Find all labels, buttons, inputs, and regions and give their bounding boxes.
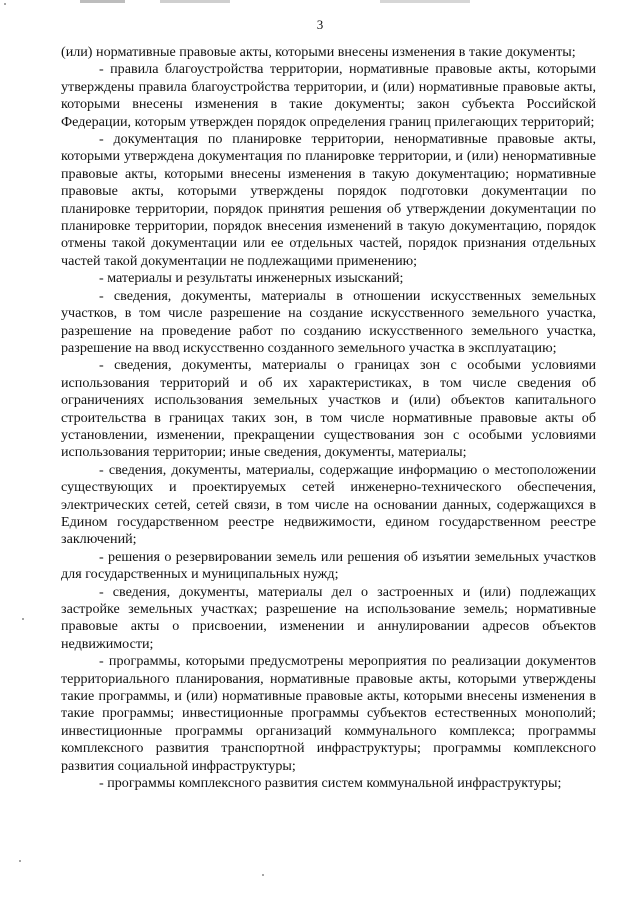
paragraph: - материалы и результаты инженерных изысканий; bbox=[99, 270, 404, 287]
paragraph: - сведения, документы, материалы дел о застроенных и (или) подлежащих застройке земельных участках; разрешение на использование земель; нормативные правовые акты о присвоении, изменении и аннулировании адресов объектов недвижимости; bbox=[61, 583, 596, 652]
scan-speck bbox=[262, 874, 264, 876]
paragraph: - сведения, документы, материалы о границах зон с особыми условиями использования территорий и об их характеристиках, в том числе сведения об ограничениях использования земельных участков и (или) объектов капитального строительства в границах таких зон, в том числе нормативные правовые акты об установлении, изменении, прекращении существования зон с особыми условиями использования территории; иные сведения, документы, материалы; bbox=[61, 357, 596, 461]
scan-speck bbox=[19, 860, 21, 862]
paragraph: - программы комплексного развития систем коммунальной инфраструктуры; bbox=[99, 775, 562, 792]
paragraph: - правила благоустройства территории, нормативные правовые акты, которыми утверждены правила благоустройства территории, и (или) нормативные правовые акты, которыми внесены изменения в такие документы; закон субъекта Российской Федерации, которым утвержден порядок определения границ прилегающих территорий; bbox=[61, 61, 596, 130]
paragraph: - сведения, документы, материалы, содержащие информацию о местоположении существующих и проектируемых сетей инженерно-технического обеспечения, электрических сетей, сетей связи, в том числе на основании данных, содержащихся в Едином государственном реестре недвижимости, едином государственном реестре заключений; bbox=[61, 461, 596, 548]
page-number: 3 bbox=[316, 17, 324, 32]
paragraph: (или) нормативные правовые акты, которыми внесены изменения в такие документы; bbox=[61, 44, 576, 60]
document-body bbox=[61, 44, 596, 792]
scan-speck bbox=[22, 618, 24, 620]
paragraph: - сведения, документы, материалы в отношении искусственных земельных участков, в том числе разрешение на создание искусственного земельного участка, разрешение на проведение работ по созданию искусственного земельного участка, разрешение на ввод искусственно созданного земельного участка в эксплуатацию; bbox=[61, 287, 596, 356]
scan-edge-artifact bbox=[0, 0, 640, 3]
paragraph: - решения о резервировании земель или решения об изъятии земельных участков для государственных и муниципальных нужд; bbox=[61, 548, 596, 583]
scan-speck bbox=[4, 3, 6, 5]
paragraph: - программы, которыми предусмотрены мероприятия по реализации документов территориального планирования, нормативные правовые акты, которыми утверждены такие программы, и (или) нормативные правовые акты, которыми внесены изменения в такие программы; инвестиционные программы субъектов естественных монополий; инвестиционные программы организаций коммунального комплекса; программы комплексного развития транспортной инфраструктуры; программы комплексного развития социальной инфраструктуры; bbox=[61, 653, 596, 774]
paragraph: - документация по планировке территории, ненормативные правовые акты, которыми утверждена документация по планировке территории, и (или) ненормативные правовые акты, которыми внесены изменения в такую документацию; нормативные правовые акты, которыми утверждены порядок подготовки документации по планировке территории, порядок принятия решения об утверждении документации по планировке территории, порядок внесения изменений в такую документацию, порядок отмены такой документации или ее отдельных частей, порядок признания отдельных частей такой документации не подлежащими применению; bbox=[61, 131, 596, 269]
